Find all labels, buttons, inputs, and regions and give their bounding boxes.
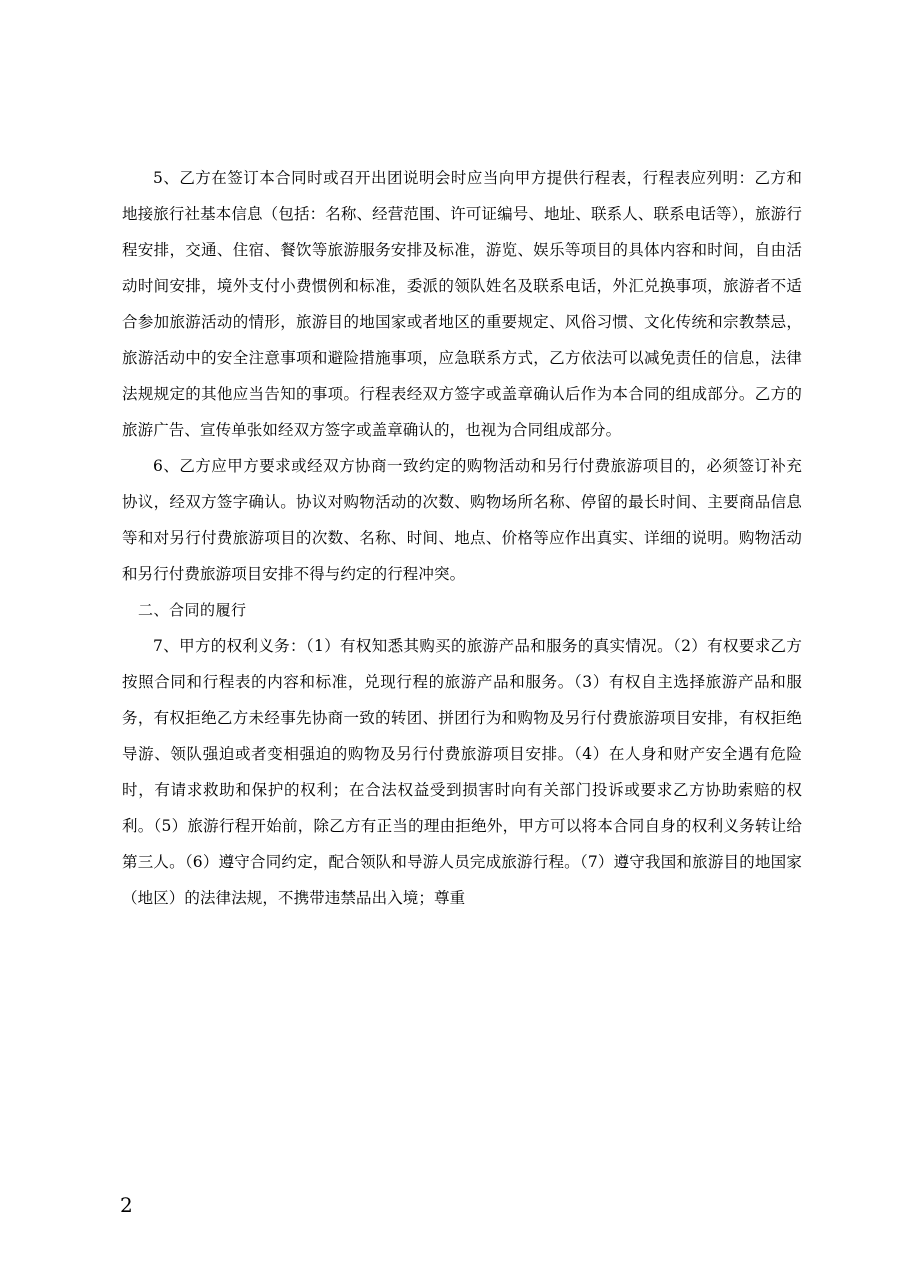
page-number: 2 — [120, 1193, 133, 1217]
document-body — [122, 160, 802, 916]
section-heading-contract-performance: 二、合同的履行 — [138, 601, 247, 619]
clause-6-paragraph: 6、乙方应甲方要求或经双方协商一致约定的购物活动和另行付费旅游项目的，必须签订补充协议，经双方签字确认。协议对购物活动的次数、购物场所名称、停留的最长时间、主要商品信息等和对另行付费旅游项目的次数、名称、时间、地点、价格等应作出真实、详细的说明。购物活动和另行付费旅游项目安排不得与约定的行程冲突。 — [122, 457, 802, 583]
clause-7-paragraph: 7、甲方的权利义务：（1）有权知悉其购买的旅游产品和服务的真实情况。（2）有权要求乙方按照合同和行程表的内容和标准，兑现行程的旅游产品和服务。（3）有权自主选择旅游产品和服务，有权拒绝乙方未经事先协商一致的转团、拼团行为和购物及另行付费旅游项目安排，有权拒绝导游、领队强迫或者变相强迫的购物及另行付费旅游项目安排。（4）在人身和财产安全遇有危险时，有请求救助和保护的权利；在合法权益受到损害时向有关部门投诉或要求乙方协助索赔的权利。（5）旅游行程开始前，除乙方有正当的理由拒绝外，甲方可以将本合同自身的权利义务转让给第三人。（6）遵守合同约定，配合领队和导游人员完成旅游行程。（7）遵守我国和旅游目的地国家（地区）的法律法规，不携带违禁品出入境；尊重 — [122, 637, 802, 907]
clause-5-paragraph: 5、乙方在签订本合同时或召开出团说明会时应当向甲方提供行程表，行程表应列明：乙方和地接旅行社基本信息（包括：名称、经营范围、许可证编号、地址、联系人、联系电话等），旅游行程安排，交通、住宿、餐饮等旅游服务安排及标准，游览、娱乐等项目的具体内容和时间，自由活动时间安排，境外支付小费惯例和标准，委派的领队姓名及联系电话，外汇兑换事项，旅游者不适合参加旅游活动的情形，旅游目的地国家或者地区的重要规定、风俗习惯、文化传统和宗教禁忌，旅游活动中的安全注意事项和避险措施事项，应急联系方式，乙方依法可以减免责任的信息，法律法规规定的其他应当告知的事项。行程表经双方签字或盖章确认后作为本合同的组成部分。乙方的旅游广告、宣传单张如经双方签字或盖章确认的，也视为合同组成部分。 — [122, 169, 802, 439]
